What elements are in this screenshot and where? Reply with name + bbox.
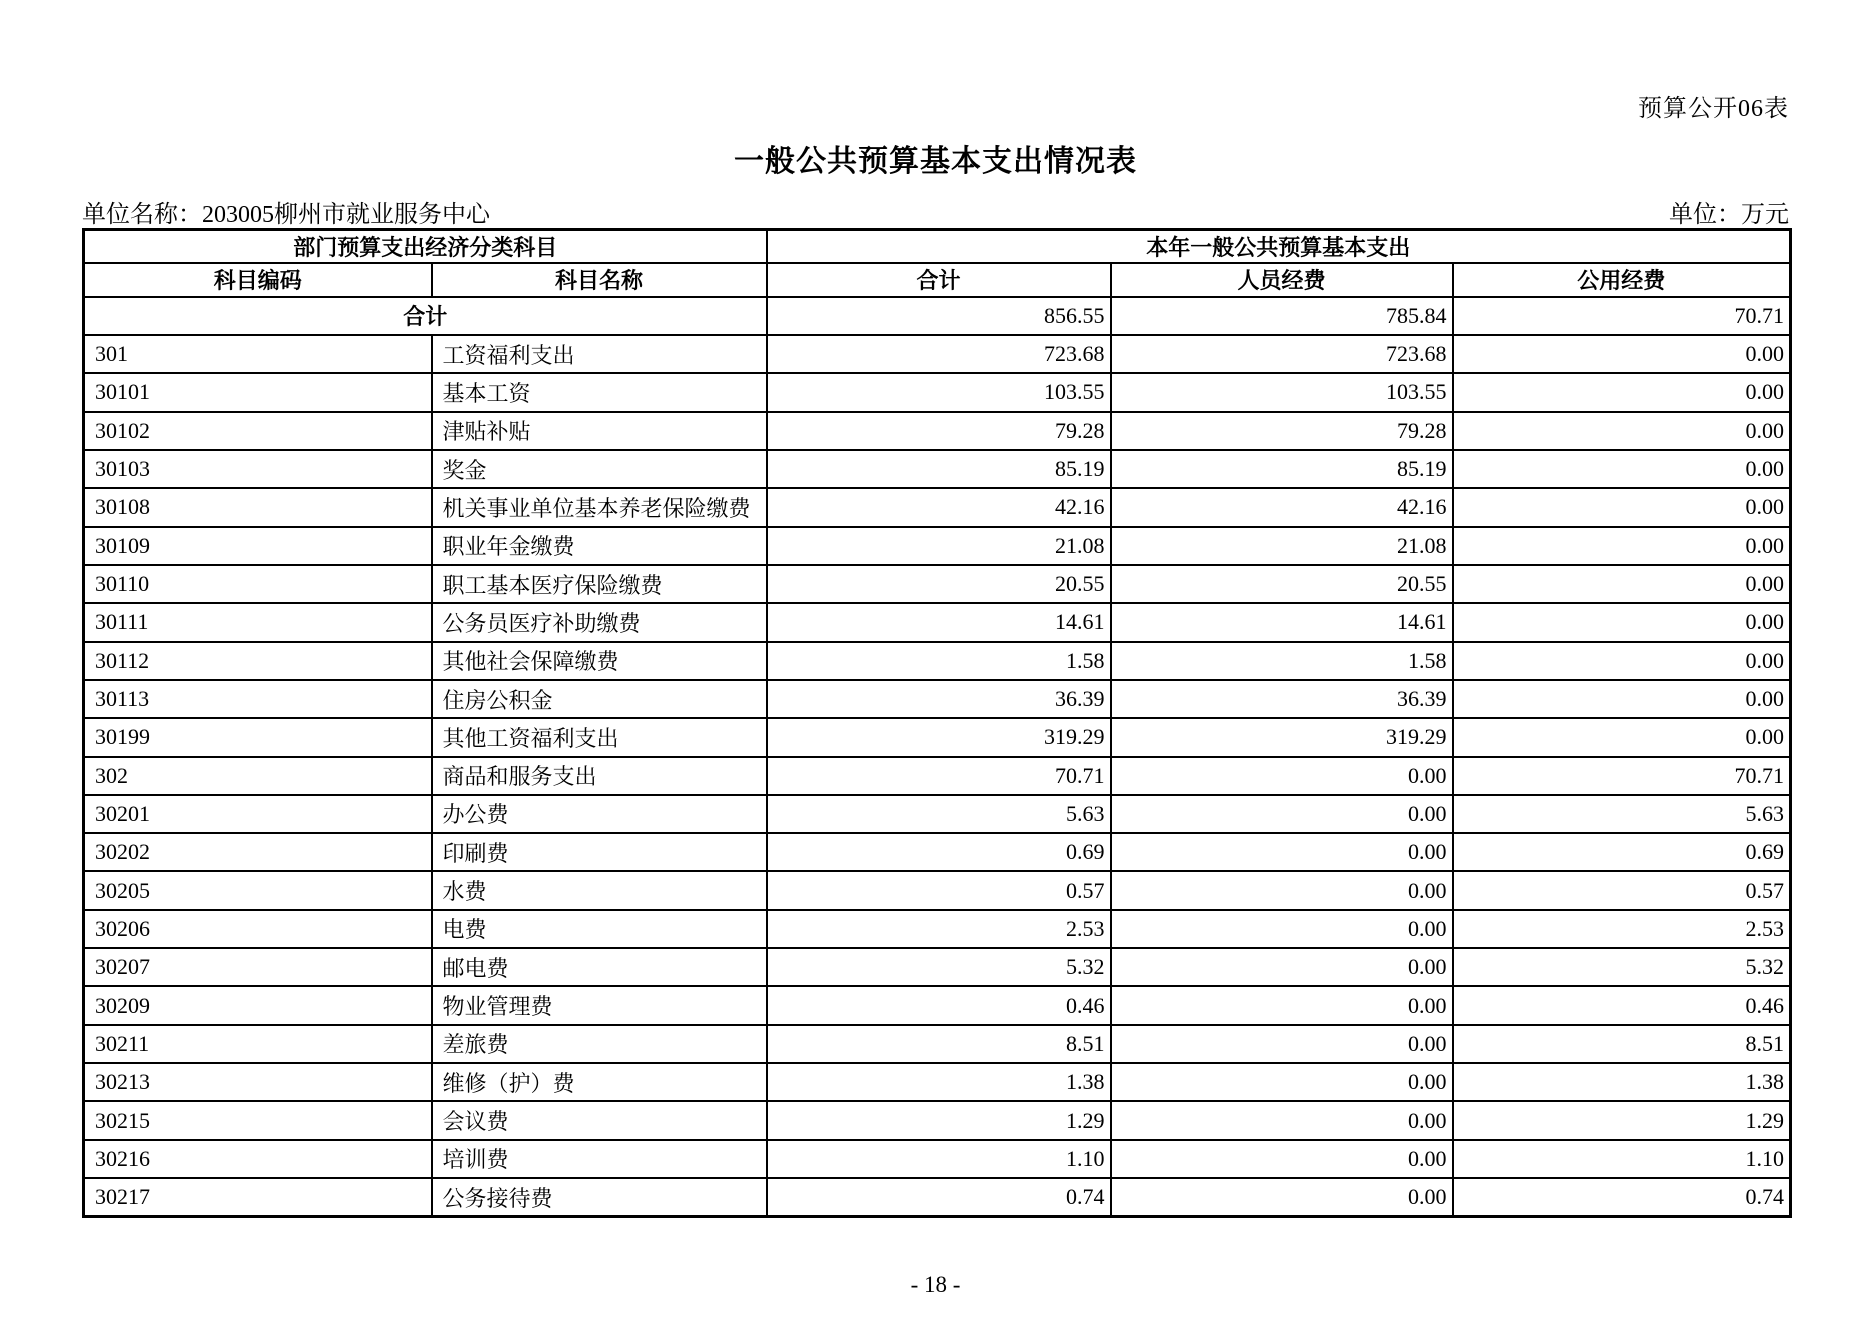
cell-name: 基本工资 bbox=[432, 373, 767, 411]
cell-public: 0.00 bbox=[1453, 527, 1791, 565]
total-row-public: 70.71 bbox=[1453, 297, 1791, 335]
table-row bbox=[84, 1025, 1791, 1063]
cell-code: 30217 bbox=[84, 1178, 432, 1216]
cell-personnel: 0.00 bbox=[1111, 1025, 1453, 1063]
cell-public: 0.00 bbox=[1453, 450, 1791, 488]
table-row bbox=[84, 680, 1791, 718]
cell-code: 30101 bbox=[84, 373, 432, 411]
cell-name: 公务接待费 bbox=[432, 1178, 767, 1216]
cell-name: 会议费 bbox=[432, 1101, 767, 1139]
table-row bbox=[84, 910, 1791, 948]
cell-public: 0.57 bbox=[1453, 871, 1791, 909]
cell-total: 21.08 bbox=[767, 527, 1111, 565]
cell-public: 1.29 bbox=[1453, 1101, 1791, 1139]
cell-personnel: 0.00 bbox=[1111, 948, 1453, 986]
cell-personnel: 103.55 bbox=[1111, 373, 1453, 411]
table-row bbox=[84, 565, 1791, 603]
doc-table-label: 预算公开06表 bbox=[1638, 96, 1789, 122]
table-row bbox=[84, 642, 1791, 680]
cell-name: 其他工资福利支出 bbox=[432, 718, 767, 756]
table-row bbox=[84, 488, 1791, 526]
cell-code: 30112 bbox=[84, 642, 432, 680]
cell-total: 42.16 bbox=[767, 488, 1111, 526]
cell-public: 0.00 bbox=[1453, 718, 1791, 756]
cell-code: 30199 bbox=[84, 718, 432, 756]
cell-public: 0.00 bbox=[1453, 373, 1791, 411]
cell-total: 0.74 bbox=[767, 1178, 1111, 1216]
cell-name: 办公费 bbox=[432, 795, 767, 833]
cell-personnel: 85.19 bbox=[1111, 450, 1453, 488]
cell-name: 工资福利支出 bbox=[432, 335, 767, 373]
table-row bbox=[84, 833, 1791, 871]
cell-name: 物业管理费 bbox=[432, 986, 767, 1024]
cell-public: 0.00 bbox=[1453, 335, 1791, 373]
table-row bbox=[84, 871, 1791, 909]
header-classification-group: 部门预算支出经济分类科目 bbox=[84, 230, 767, 264]
cell-personnel: 20.55 bbox=[1111, 565, 1453, 603]
total-row-personnel: 785.84 bbox=[1111, 297, 1453, 335]
cell-public: 0.00 bbox=[1453, 565, 1791, 603]
cell-name: 其他社会保障缴费 bbox=[432, 642, 767, 680]
cell-total: 1.10 bbox=[767, 1140, 1111, 1178]
cell-personnel: 0.00 bbox=[1111, 871, 1453, 909]
cell-public: 0.46 bbox=[1453, 986, 1791, 1024]
header-group-row bbox=[84, 230, 1791, 264]
cell-total: 2.53 bbox=[767, 910, 1111, 948]
cell-personnel: 0.00 bbox=[1111, 1063, 1453, 1101]
cell-name: 公务员医疗补助缴费 bbox=[432, 603, 767, 641]
table-row bbox=[84, 718, 1791, 756]
table-row bbox=[84, 373, 1791, 411]
cell-code: 30111 bbox=[84, 603, 432, 641]
cell-name: 奖金 bbox=[432, 450, 767, 488]
table-row bbox=[84, 335, 1791, 373]
header-budget-group: 本年一般公共预算基本支出 bbox=[767, 230, 1791, 264]
cell-total: 0.46 bbox=[767, 986, 1111, 1024]
cell-code: 30109 bbox=[84, 527, 432, 565]
table-row bbox=[84, 986, 1791, 1024]
cell-code: 30211 bbox=[84, 1025, 432, 1063]
cell-public: 0.00 bbox=[1453, 412, 1791, 450]
header-col-total: 合计 bbox=[767, 263, 1111, 296]
cell-name: 商品和服务支出 bbox=[432, 757, 767, 795]
cell-code: 30205 bbox=[84, 871, 432, 909]
cell-total: 1.38 bbox=[767, 1063, 1111, 1101]
table-row bbox=[84, 1178, 1791, 1216]
cell-public: 8.51 bbox=[1453, 1025, 1791, 1063]
cell-name: 机关事业单位基本养老保险缴费 bbox=[432, 488, 767, 526]
cell-public: 1.38 bbox=[1453, 1063, 1791, 1101]
cell-personnel: 0.00 bbox=[1111, 757, 1453, 795]
table-row bbox=[84, 1063, 1791, 1101]
cell-public: 70.71 bbox=[1453, 757, 1791, 795]
table-row bbox=[84, 948, 1791, 986]
table-row bbox=[84, 603, 1791, 641]
table-row bbox=[84, 757, 1791, 795]
table-meta-row bbox=[82, 194, 1789, 229]
header-col-name: 科目名称 bbox=[432, 263, 767, 296]
cell-code: 30209 bbox=[84, 986, 432, 1024]
page-number: - 18 - bbox=[910, 1272, 961, 1297]
cell-total: 103.55 bbox=[767, 373, 1111, 411]
cell-code: 302 bbox=[84, 757, 432, 795]
cell-name: 职工基本医疗保险缴费 bbox=[432, 565, 767, 603]
budget-table bbox=[82, 228, 1792, 1218]
table-row bbox=[84, 1140, 1791, 1178]
unit-currency: 单位：万元 bbox=[1669, 202, 1789, 228]
cell-code: 30113 bbox=[84, 680, 432, 718]
table-row bbox=[84, 412, 1791, 450]
cell-total: 1.58 bbox=[767, 642, 1111, 680]
unit-name: 单位名称：203005柳州市就业服务中心 bbox=[82, 202, 490, 228]
cell-personnel: 42.16 bbox=[1111, 488, 1453, 526]
cell-total: 0.57 bbox=[767, 871, 1111, 909]
table-row bbox=[84, 1101, 1791, 1139]
cell-code: 30206 bbox=[84, 910, 432, 948]
cell-total: 85.19 bbox=[767, 450, 1111, 488]
cell-personnel: 0.00 bbox=[1111, 795, 1453, 833]
cell-personnel: 36.39 bbox=[1111, 680, 1453, 718]
total-row-total: 856.55 bbox=[767, 297, 1111, 335]
cell-total: 8.51 bbox=[767, 1025, 1111, 1063]
cell-name: 邮电费 bbox=[432, 948, 767, 986]
cell-public: 0.00 bbox=[1453, 680, 1791, 718]
cell-total: 14.61 bbox=[767, 603, 1111, 641]
header-col-code: 科目编码 bbox=[84, 263, 432, 296]
cell-code: 30207 bbox=[84, 948, 432, 986]
header-columns-row bbox=[84, 263, 1791, 296]
cell-public: 0.00 bbox=[1453, 603, 1791, 641]
cell-name: 职业年金缴费 bbox=[432, 527, 767, 565]
total-row-label: 合计 bbox=[84, 297, 767, 335]
cell-personnel: 0.00 bbox=[1111, 1178, 1453, 1216]
cell-public: 0.74 bbox=[1453, 1178, 1791, 1216]
cell-code: 30215 bbox=[84, 1101, 432, 1139]
cell-personnel: 1.58 bbox=[1111, 642, 1453, 680]
cell-code: 30213 bbox=[84, 1063, 432, 1101]
cell-public: 5.32 bbox=[1453, 948, 1791, 986]
cell-personnel: 723.68 bbox=[1111, 335, 1453, 373]
cell-personnel: 0.00 bbox=[1111, 910, 1453, 948]
cell-name: 印刷费 bbox=[432, 833, 767, 871]
cell-public: 0.69 bbox=[1453, 833, 1791, 871]
cell-public: 1.10 bbox=[1453, 1140, 1791, 1178]
cell-public: 2.53 bbox=[1453, 910, 1791, 948]
total-row bbox=[84, 297, 1791, 335]
cell-code: 30108 bbox=[84, 488, 432, 526]
cell-personnel: 14.61 bbox=[1111, 603, 1453, 641]
cell-total: 723.68 bbox=[767, 335, 1111, 373]
cell-code: 30102 bbox=[84, 412, 432, 450]
cell-total: 79.28 bbox=[767, 412, 1111, 450]
cell-code: 30216 bbox=[84, 1140, 432, 1178]
table-row bbox=[84, 795, 1791, 833]
cell-total: 1.29 bbox=[767, 1101, 1111, 1139]
cell-name: 维修（护）费 bbox=[432, 1063, 767, 1101]
cell-total: 5.63 bbox=[767, 795, 1111, 833]
cell-name: 差旅费 bbox=[432, 1025, 767, 1063]
cell-total: 319.29 bbox=[767, 718, 1111, 756]
cell-public: 0.00 bbox=[1453, 488, 1791, 526]
cell-total: 36.39 bbox=[767, 680, 1111, 718]
cell-name: 住房公积金 bbox=[432, 680, 767, 718]
header-col-public: 公用经费 bbox=[1453, 263, 1791, 296]
cell-code: 30103 bbox=[84, 450, 432, 488]
cell-personnel: 79.28 bbox=[1111, 412, 1453, 450]
cell-personnel: 0.00 bbox=[1111, 1140, 1453, 1178]
cell-personnel: 0.00 bbox=[1111, 833, 1453, 871]
header-col-personnel: 人员经费 bbox=[1111, 263, 1453, 296]
cell-total: 20.55 bbox=[767, 565, 1111, 603]
cell-code: 301 bbox=[84, 335, 432, 373]
cell-total: 70.71 bbox=[767, 757, 1111, 795]
cell-public: 5.63 bbox=[1453, 795, 1791, 833]
cell-public: 0.00 bbox=[1453, 642, 1791, 680]
cell-name: 培训费 bbox=[432, 1140, 767, 1178]
cell-personnel: 21.08 bbox=[1111, 527, 1453, 565]
cell-total: 0.69 bbox=[767, 833, 1111, 871]
cell-name: 水费 bbox=[432, 871, 767, 909]
cell-code: 30202 bbox=[84, 833, 432, 871]
cell-personnel: 319.29 bbox=[1111, 718, 1453, 756]
table-row bbox=[84, 527, 1791, 565]
cell-code: 30201 bbox=[84, 795, 432, 833]
cell-personnel: 0.00 bbox=[1111, 1101, 1453, 1139]
page-title: 一般公共预算基本支出情况表 bbox=[734, 145, 1137, 178]
cell-total: 5.32 bbox=[767, 948, 1111, 986]
cell-name: 电费 bbox=[432, 910, 767, 948]
cell-code: 30110 bbox=[84, 565, 432, 603]
cell-name: 津贴补贴 bbox=[432, 412, 767, 450]
cell-personnel: 0.00 bbox=[1111, 986, 1453, 1024]
table-row bbox=[84, 450, 1791, 488]
